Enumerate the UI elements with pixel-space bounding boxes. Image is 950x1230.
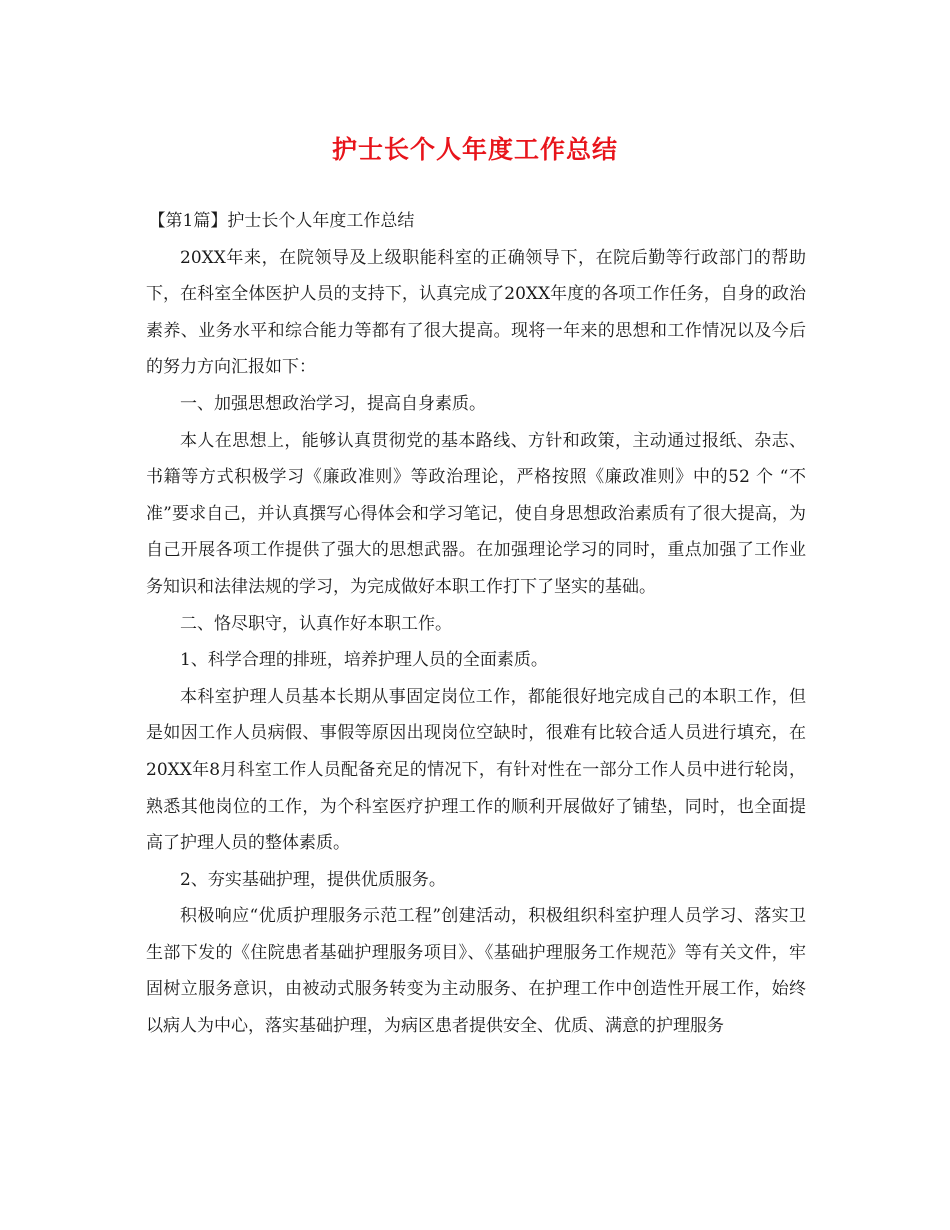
subsection-heading-2: 2、夯实基础护理，提供优质服务。 bbox=[180, 869, 446, 890]
paragraph-political-study: 本人在思想上，能够认真贯彻党的基本路线、方针和政策，主动通过报纸、杂志、书籍等方式积极学习《廉政准则》等政治理论，严格按照《廉政准则》中的52 个 “不准”要求自己，并认真撰写心得体会和学习笔记，使自身思想政治素质有了很大提高，为自己开展各项工作提供了强大的思想武器。在加强理论学习的同时，重点加强了工作业务知识和法律法规的学习，为完成做好本职工作打下了坚实的基础。 bbox=[146, 430, 806, 597]
document-body bbox=[146, 203, 806, 1045]
document-title: 护士长个人年度工作总结 bbox=[331, 135, 618, 164]
paragraph-basic-nursing: 积极响应“优质护理服务示范工程”创建活动，积极组织科室护理人员学习、落实卫生部下发的《住院患者基础护理服务项目》、《基础护理服务工作规范》等有关文件，牢固树立服务意识，由被动式服务转变为主动服务、在护理工作中创造性开展工作，始终以病人为中心，落实基础护理，为病区患者提供安全、优质、满意的护理服务 bbox=[146, 906, 806, 1037]
paragraph-intro: 20XX年来，在院领导及上级职能科室的正确领导下，在院后勤等行政部门的帮助下，在科室全体医护人员的支持下，认真完成了20XX年度的各项工作任务，自身的政治素养、业务水平和综合能力等都有了很大提高。现将一年来的思想和工作情况以及今后的努力方向汇报如下： bbox=[146, 247, 806, 378]
paragraph-scheduling: 本科室护理人员基本长期从事固定岗位工作，都能很好地完成自己的本职工作，但是如因工作人员病假、事假等原因出现岗位空缺时，很难有比较合适人员进行填充，在20XX年8月科室工作人员配备充足的情况下，有针对性在一部分工作人员中进行轮岗，熟悉其他岗位的工作，为个科室医疗护理工作的顺利开展做好了铺垫，同时，也全面提高了护理人员的整体素质。 bbox=[146, 686, 806, 854]
section-heading-1: 一、加强思想政治学习，提高自身素质。 bbox=[180, 393, 486, 414]
subsection-heading-1: 1、科学合理的排班，培养护理人员的全面素质。 bbox=[180, 650, 548, 671]
article-heading: 【第1篇】护士长个人年度工作总结 bbox=[148, 211, 415, 231]
section-heading-2: 二、恪尽职守，认真作好本职工作。 bbox=[180, 613, 452, 634]
